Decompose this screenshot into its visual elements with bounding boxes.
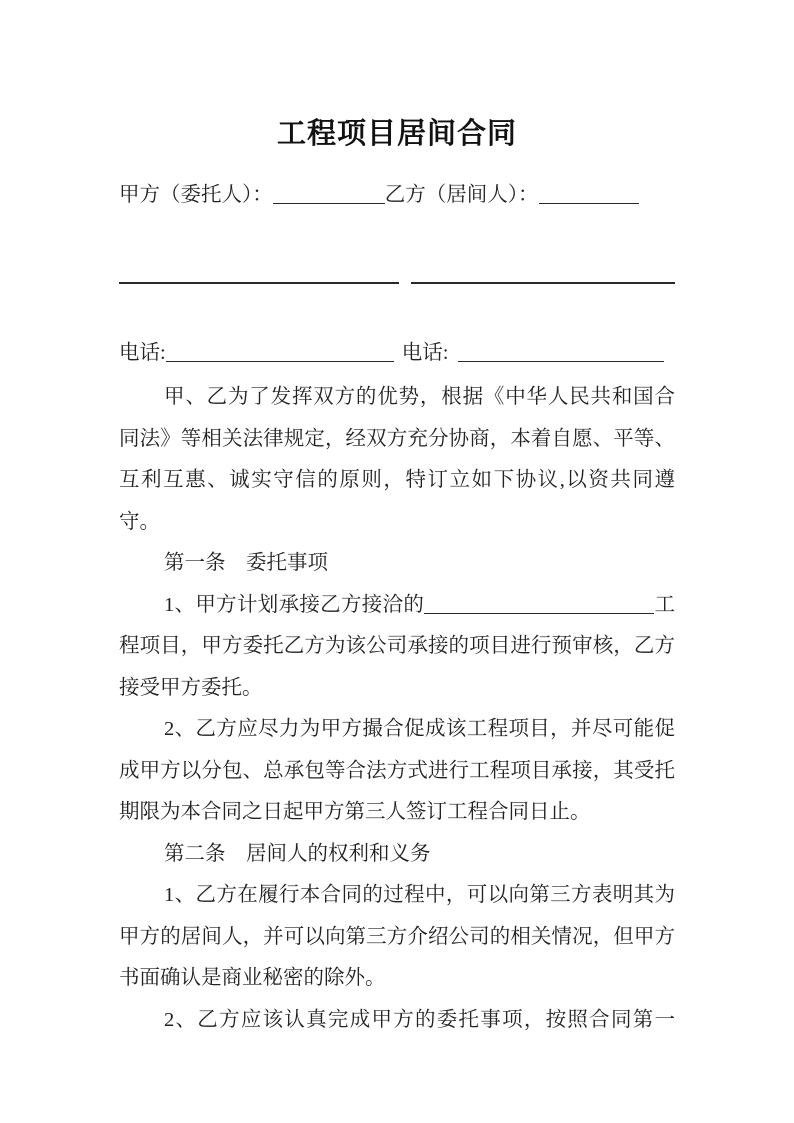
article-1-heading: 第一条 委托事项 <box>164 552 328 574</box>
phone-b-fill-line <box>458 345 664 362</box>
parties-row <box>119 180 675 210</box>
article-2-heading: 第二条 居间人的权利和义务 <box>164 842 431 865</box>
phone-row <box>119 338 675 368</box>
preamble-paragraph: 甲、乙为了发挥双方的优势，根据《中华人民共和国合同法》等相关法律规定，经双方充分协商，本着自愿、平等、互利互惠、诚实守信的原则，特订立如下协议,以资共同遵守。 <box>119 386 675 533</box>
blank-fill-line-right <box>411 282 675 284</box>
phone-b-label: 电话: <box>401 342 449 364</box>
party-b-label: 乙方（居间人）： <box>384 184 539 206</box>
article-1-item-1-text-after: 工程项目，甲方委托乙方为该公司承接的项目进行预审核，乙方接受甲方委托。 <box>119 593 676 699</box>
party-b-fill-line <box>539 187 639 204</box>
article-1-item-2: 2、乙方应尽力为甲方撮合促成该工程项目，并尽可能促成甲方以分包、总承包等合法方式进行工程项目承接，其受托期限为本合同之日起甲方第三人签订工程合同日止。 <box>119 718 675 823</box>
article-1-item-1 <box>119 585 675 710</box>
party-a-fill-line <box>273 187 385 204</box>
blank-fill-line-left <box>119 282 399 284</box>
contract-title: 工程项目居间合同 <box>276 118 517 150</box>
phone-a-fill-line <box>166 345 394 362</box>
article-1-item-1-text-before: 1、甲方计划承接乙方接洽的 <box>164 593 425 616</box>
article-2-item-1: 1、乙方在履行本合同的过程中，可以向第三方表明其为甲方的居间人，并可以向第三方介绍公司的相关情况，但甲方书面确认是商业秘密的除外。 <box>119 884 675 989</box>
phone-a-label: 电话: <box>119 342 166 364</box>
contract-body <box>119 377 675 1041</box>
article-2-item-2: 2、乙方应该认真完成甲方的委托事项，按照合同第一 <box>164 1008 675 1031</box>
party-a-label: 甲方（委托人）： <box>119 184 273 206</box>
project-name-fill-line <box>424 597 654 614</box>
blank-fill-lines-row <box>119 282 675 284</box>
